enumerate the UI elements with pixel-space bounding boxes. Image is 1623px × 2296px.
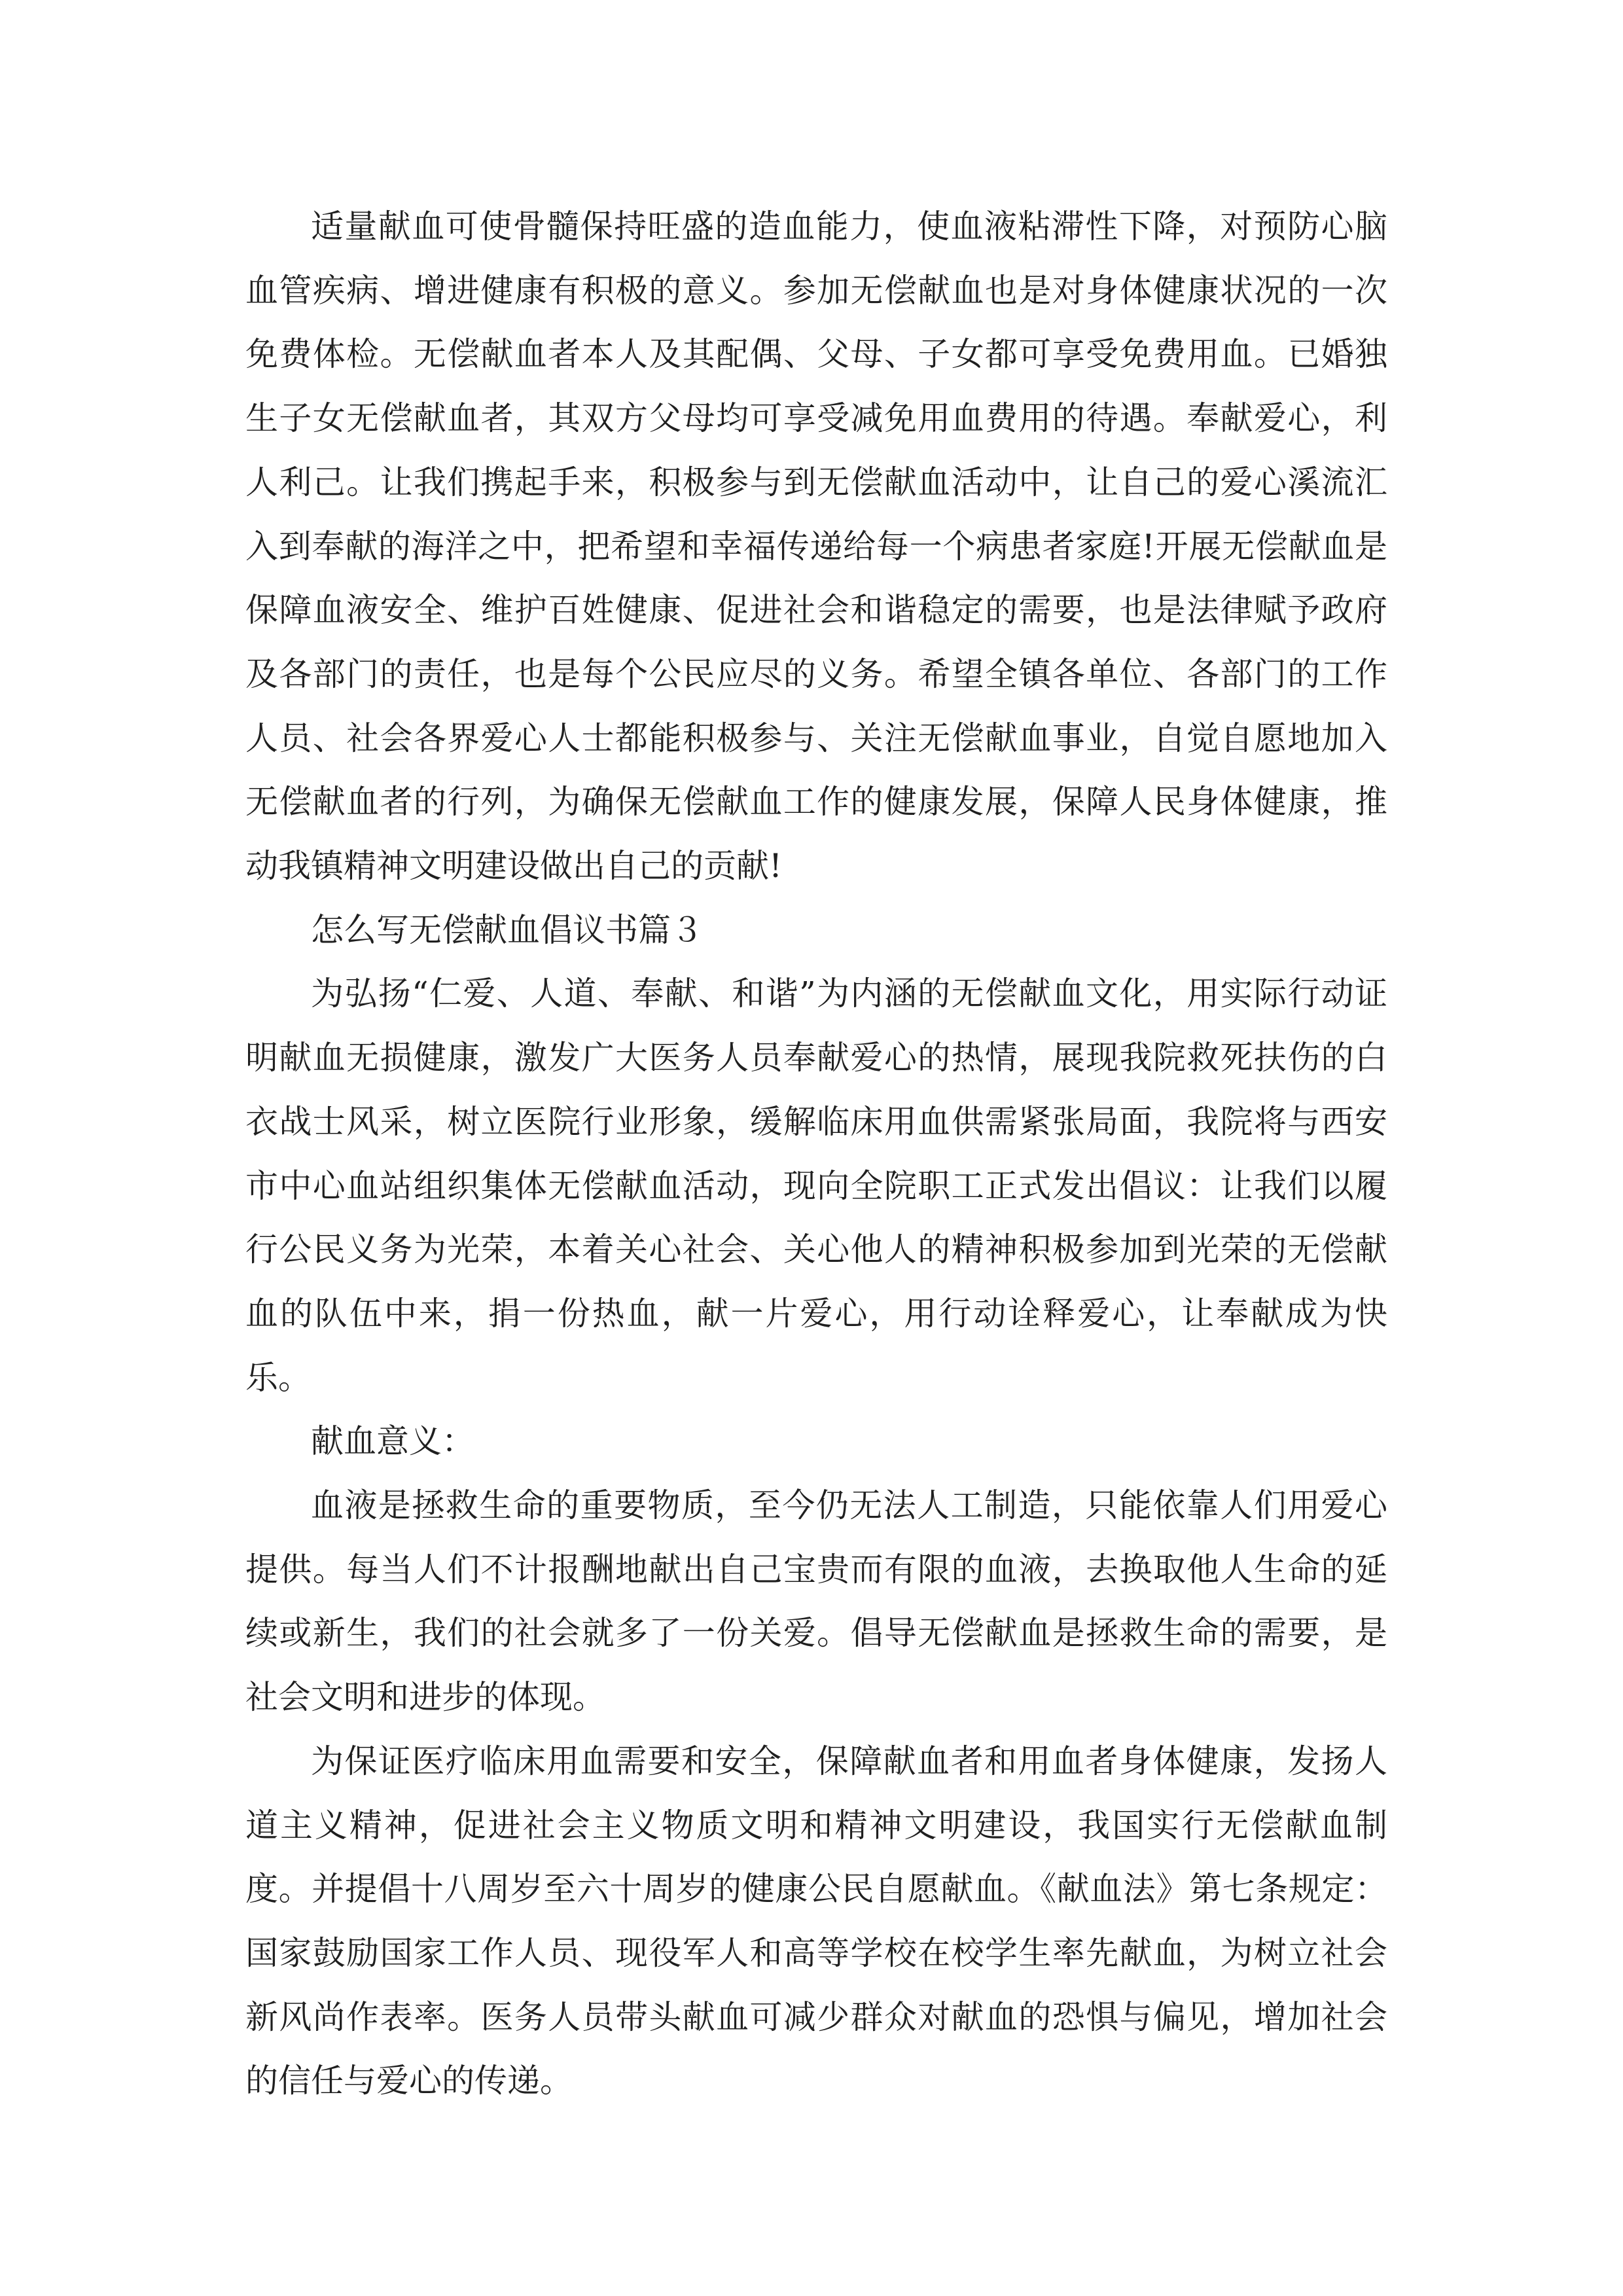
paragraph-benefits: 适量献血可使骨髓保持旺盛的造血能力，使血液粘滞性下降，对预防心脑血管疾病、增进健康有积极的意义。参加无偿献血也是对身体健康状况的一次免费体检。无偿献血者本人及其配偶、父母、子女都可享受免费用血。已婚独生子女无偿献血者，其双方父母均可享受减免用血费用的待遇。奉献爱心，利人利己。让我们携起手来，积极参与到无偿献血活动中，让自己的爱心溪流汇入到奉献的海洋之中，把希望和幸福传递给每一个病患者家庭!开展无偿献血是保障血液安全、维护百姓健康、促进社会和谐稳定的需要，也是法律赋予政府及各部门的责任，也是每个公民应尽的义务。希望全镇各单位、各部门的工作人员、社会各界爱心人士都能积极参与、关注无偿献血事业，自觉自愿地加入无偿献血者的行列，为确保无偿献血工作的健康发展，保障人民身体健康，推动我镇精神文明建设做出自己的贡献! <box>245 207 1387 886</box>
paragraph-law: 为保证医疗临床用血需要和安全，保障献血者和用血者身体健康，发扬人道主义精神，促进社会主义物质文明和精神文明建设，我国实行无偿献血制度。并提倡十八周岁至六十周岁的健康公民自愿献血。《献血法》第七条规定：国家鼓励国家工作人员、现役军人和高等学校在校学生率先献血，为树立社会新风尚作表率。医务人员带头献血可减少群众对献血的恐惧与偏见，增加社会的信任与爱心的传递。 <box>245 1742 1387 2100</box>
document-body <box>245 195 1387 2113</box>
subheading-significance: 献血意义： <box>311 1422 474 1461</box>
section-heading: 怎么写无偿献血倡议书篇３ <box>311 910 704 949</box>
paragraph-blood-importance: 血液是拯救生命的重要物质，至今仍无法人工制造，只能依靠人们用爱心提供。每当人们不计报酬地献出自己宝贵而有限的血液，去换取他人生命的延续或新生，我们的社会就多了一份关爱。倡导无偿献血是拯救生命的需要，是社会文明和进步的体现。 <box>245 1486 1387 1717</box>
paragraph-initiative: 为弘扬“仁爱、人道、奉献、和谐”为内涵的无偿献血文化，用实际行动证明献血无损健康，激发广大医务人员奉献爱心的热情，展现我院救死扶伤的白衣战士风采，树立医院行业形象，缓解临床用血供需紧张局面，我院将与西安市中心血站组织集体无偿献血活动，现向全院职工正式发出倡议：让我们以履行公民义务为光荣，本着关心社会、关心他人的精神积极参加到光荣的无偿献血的队伍中来，捐一份热血，献一片爱心，用行动诠释爱心，让奉献成为快乐。 <box>245 975 1387 1397</box>
